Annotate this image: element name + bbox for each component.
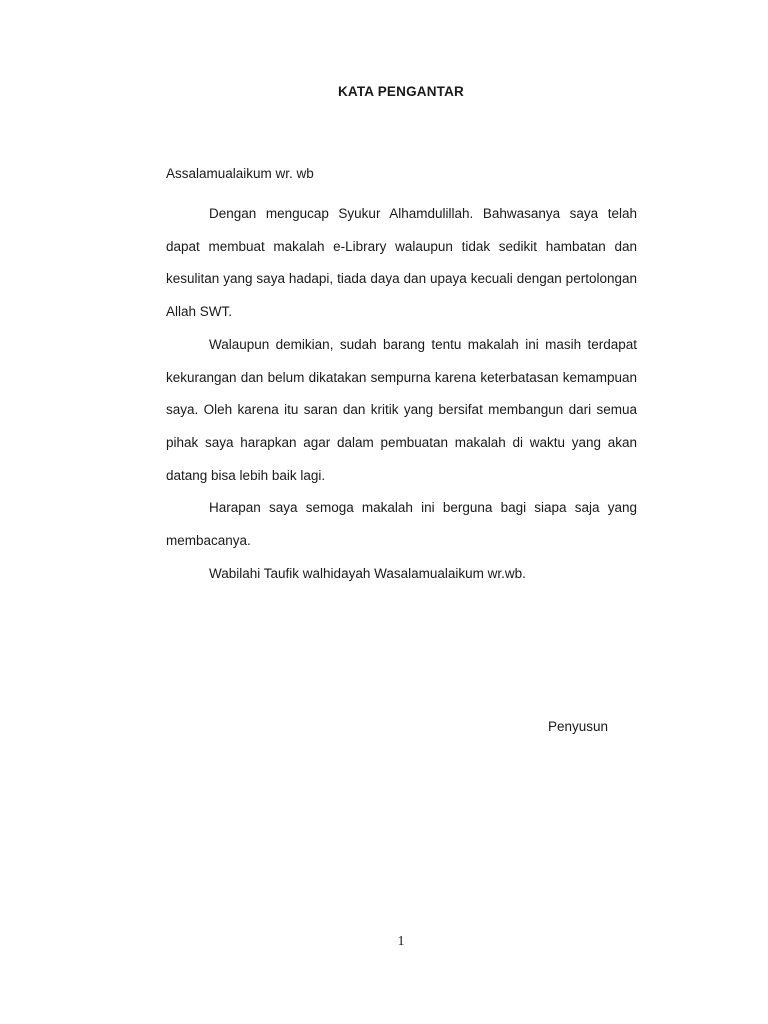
paragraph-hope: Harapan saya semoga makalah ini berguna bagi siapa saja yang membacanya. bbox=[166, 500, 637, 549]
paragraph-limitations: Walaupun demikian, sudah barang tentu makalah ini masih terdapat kekurangan dan belum dikatakan sempurna karena keterbatasan kemampuan saya. Oleh karena itu saran dan kritik yang bersifat membangun dari semua pihak saya harapkan agar dalam pembuatan makalah di waktu yang akan datang bisa lebih baik lagi. bbox=[166, 336, 637, 483]
paragraph-gratitude: Dengan mengucap Syukur Alhamdulillah. Bahwasanya saya telah dapat membuat makalah e-Library walaupun tidak sedikit hambatan dan kesulitan yang saya hadapi, tiada daya dan upaya kecuali dengan pertolongan Allah SWT. bbox=[166, 206, 637, 320]
greeting-line: Assalamualaikum wr. wb bbox=[166, 166, 314, 181]
paragraph-closing: Wabilahi Taufik walhidayah Wasalamualaikum wr.wb. bbox=[209, 565, 526, 581]
author-signature: Penyusun bbox=[548, 719, 609, 734]
body-text bbox=[166, 198, 637, 590]
page-title: KATA PENGANTAR bbox=[337, 84, 465, 99]
page-number: 1 bbox=[397, 934, 405, 949]
